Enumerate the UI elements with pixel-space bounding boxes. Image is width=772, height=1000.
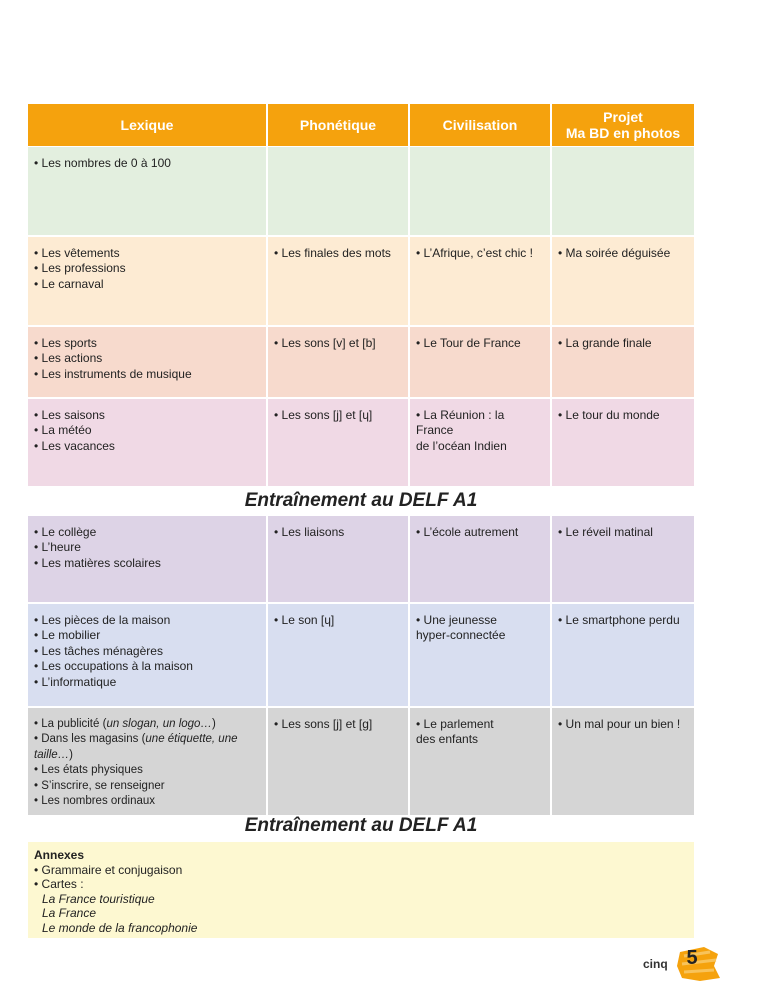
header-projet-label: Projet Ma BD en photos (565, 109, 681, 141)
cell-projet (552, 237, 694, 325)
table-row (28, 147, 694, 235)
list-item: • Le tour du monde (558, 408, 660, 422)
list-item: • Les saisons (34, 408, 105, 422)
page-word: cinq (643, 957, 668, 971)
annexes-box (28, 842, 694, 938)
list-item: • Dans les magasins (une étiquette, une taille…) (34, 733, 238, 761)
list-item: • Le parlement des enfants (416, 717, 494, 747)
cell-phonetique (268, 516, 408, 602)
list-item: • Le son [ɥ] (274, 613, 335, 627)
header-lexique: Lexique (28, 104, 266, 146)
cell-projet (552, 327, 694, 397)
list-item: • Les sons [j] et [g] (274, 717, 373, 731)
cell-projet (552, 147, 694, 235)
cell-phonetique (268, 237, 408, 325)
table-row (28, 516, 694, 602)
delf-heading: Entraînement au DELF A1 (244, 815, 478, 836)
cell-lexique (28, 147, 266, 235)
page-number: 5 (686, 947, 698, 969)
cell-lexique (28, 708, 266, 815)
list-item: • Les états physiques (34, 764, 143, 777)
list-item: • Les professions (34, 261, 126, 276)
list-item: • Les nombres ordinaux (34, 795, 156, 808)
cell-civilisation (410, 516, 550, 602)
list-item: • Les sports (34, 336, 97, 350)
list-item: • Les finales des mots (274, 246, 391, 260)
list-item: • Le mobilier (34, 628, 101, 643)
list-item: • Les nombres de 0 à 100 (34, 156, 171, 170)
cell-lexique (28, 237, 266, 325)
cell-phonetique (268, 147, 408, 235)
table-row (28, 399, 694, 486)
cell-lexique (28, 399, 266, 486)
list-item: • Les liaisons (274, 525, 345, 539)
list-item: • Les instruments de musique (34, 366, 192, 381)
list-item: • L’Afrique, c’est chic ! (416, 246, 533, 260)
carte-item: La France (42, 906, 97, 921)
table-row (28, 708, 694, 810)
delf-heading: Entraînement au DELF A1 (244, 490, 478, 511)
list-item: • Le Tour de France (416, 336, 521, 350)
list-item: • La Réunion : la France de l’océan Indien (416, 408, 507, 453)
list-item: • L’informatique (34, 674, 117, 689)
table-row (28, 327, 694, 397)
table-row (28, 604, 694, 706)
cell-phonetique (268, 327, 408, 397)
list-item: • Ma soirée déguisée (558, 246, 671, 260)
list-item: • La météo (34, 423, 92, 438)
list-item: • Un mal pour un bien ! (558, 717, 681, 731)
list-item: • S’inscrire, se renseigner (34, 779, 165, 792)
list-item: • Les vêtements (34, 246, 120, 260)
list-item: • Les occupations à la maison (34, 659, 193, 674)
list-item: • Les sons [j] et [ɥ] (274, 408, 373, 422)
table-header (28, 104, 694, 146)
list-item: • Le carnaval (34, 276, 104, 291)
list-item: • Les tâches ménagères (34, 643, 163, 658)
cell-projet (552, 399, 694, 486)
list-item: • Cartes : (34, 877, 84, 892)
list-item: • L’école autrement (416, 525, 519, 539)
cell-phonetique (268, 399, 408, 486)
list-item: • Les sons [v] et [b] (274, 336, 376, 350)
list-item: • Le collège (34, 525, 97, 539)
list-item: • La publicité (un slogan, un logo…) (34, 718, 216, 730)
list-item: • La grande finale (558, 336, 652, 350)
list-item: • Les vacances (34, 438, 115, 453)
cell-projet (552, 604, 694, 706)
list-item: • Grammaire et conjugaison (34, 862, 183, 877)
cell-projet (552, 516, 694, 602)
header-projet (552, 104, 694, 146)
carte-item: La France touristique (42, 891, 155, 906)
table-row (28, 237, 694, 325)
annexes-title: Annexes (34, 848, 85, 862)
cell-lexique (28, 604, 266, 706)
list-item: • Une jeunesse hyper-connectée (416, 613, 506, 643)
cell-lexique (28, 516, 266, 602)
cell-lexique (28, 327, 266, 397)
list-item: • Les pièces de la maison (34, 613, 171, 627)
header-civilisation: Civilisation (410, 104, 550, 146)
header-phonetique: Phonétique (268, 104, 408, 146)
cell-phonetique (268, 604, 408, 706)
list-item: • Les matières scolaires (34, 555, 161, 570)
cell-civilisation (410, 604, 550, 706)
cell-civilisation (410, 237, 550, 325)
list-item: • Le smartphone perdu (558, 613, 680, 627)
cell-projet (552, 708, 694, 815)
list-item: • Les actions (34, 351, 103, 366)
list-item: • Le réveil matinal (558, 525, 653, 539)
carte-item: Le monde de la francophonie (42, 920, 198, 935)
cell-civilisation (410, 399, 550, 486)
cell-civilisation (410, 708, 550, 815)
cell-civilisation (410, 147, 550, 235)
cell-phonetique (268, 708, 408, 815)
list-item: • L’heure (34, 540, 81, 555)
cell-civilisation (410, 327, 550, 397)
